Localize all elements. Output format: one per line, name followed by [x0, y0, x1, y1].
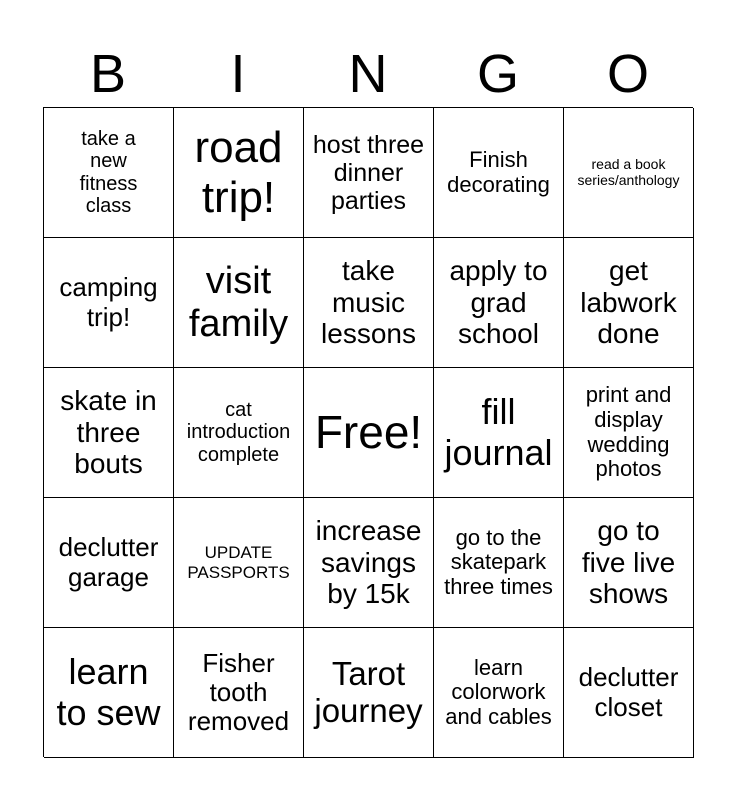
bingo-cell-text: cat introduction complete: [186, 398, 291, 466]
bingo-cell-text: camping trip!: [59, 272, 158, 332]
bingo-cell-text: apply to grad school: [449, 255, 548, 350]
bingo-cell[interactable]: [564, 108, 694, 238]
bingo-cell-text: UPDATE PASSPORTS: [187, 543, 290, 582]
bingo-cell[interactable]: [174, 238, 304, 368]
bingo-cell[interactable]: [174, 368, 304, 498]
bingo-cell-text: visit family: [188, 259, 289, 345]
bingo-cell-text: go to the skatepark three times: [444, 524, 553, 599]
bingo-cell[interactable]: [564, 238, 694, 368]
bingo-cell-text: read a book series/anthology: [577, 155, 680, 188]
bingo-cell[interactable]: [44, 108, 174, 238]
bingo-cell-text: print and display wedding photos: [585, 382, 672, 482]
bingo-cell-text: Tarot journey: [314, 654, 423, 729]
bingo-cell-text: host three dinner parties: [312, 130, 425, 215]
bingo-cell-text: Finish decorating: [447, 146, 550, 197]
bingo-cell[interactable]: [304, 108, 434, 238]
bingo-cell-text: road trip!: [194, 123, 283, 222]
bingo-cell[interactable]: [44, 628, 174, 758]
header-letter-g: G: [476, 44, 519, 104]
bingo-cell-text: skate in three bouts: [60, 385, 157, 480]
bingo-board: [43, 107, 693, 757]
bingo-cell[interactable]: [434, 628, 564, 758]
bingo-cell-text: go to five live shows: [581, 515, 676, 610]
bingo-cell[interactable]: [564, 368, 694, 498]
bingo-cell[interactable]: [174, 628, 304, 758]
bingo-cell-text: learn to sew: [56, 651, 161, 733]
bingo-cell free-space[interactable]: [304, 368, 434, 498]
bingo-cell-text: increase savings by 15k: [315, 515, 422, 610]
bingo-cell[interactable]: [434, 238, 564, 368]
bingo-cell-text: take music lessons: [321, 255, 416, 350]
bingo-cell[interactable]: [304, 498, 434, 628]
bingo-cell[interactable]: [174, 498, 304, 628]
header-letter-b: B: [89, 44, 127, 104]
header-letter-n: N: [348, 44, 388, 104]
bingo-cell-text: fill journal: [444, 391, 553, 473]
bingo-cell[interactable]: [44, 368, 174, 498]
bingo-cell[interactable]: [434, 108, 564, 238]
header-letter-i: I: [230, 44, 246, 104]
bingo-cell-text: declutter garage: [58, 532, 159, 592]
free-space-text: Free!: [314, 405, 423, 458]
bingo-cell[interactable]: [174, 108, 304, 238]
bingo-cell[interactable]: [44, 498, 174, 628]
bingo-cell[interactable]: [304, 628, 434, 758]
bingo-cell[interactable]: [564, 498, 694, 628]
bingo-cell-text: get labwork done: [580, 255, 677, 350]
bingo-cell[interactable]: [434, 368, 564, 498]
bingo-cell[interactable]: [304, 238, 434, 368]
header-letter-o: O: [606, 44, 649, 104]
bingo-cell-text: Fisher tooth removed: [187, 647, 290, 737]
bingo-cell-text: declutter closet: [578, 662, 679, 722]
bingo-cell-text: take a new fitness class: [79, 127, 138, 217]
bingo-cell[interactable]: [44, 238, 174, 368]
bingo-cell[interactable]: [434, 498, 564, 628]
bingo-header: [43, 40, 693, 108]
bingo-cell-text: learn colorwork and cables: [445, 654, 552, 729]
bingo-cell[interactable]: [564, 628, 694, 758]
